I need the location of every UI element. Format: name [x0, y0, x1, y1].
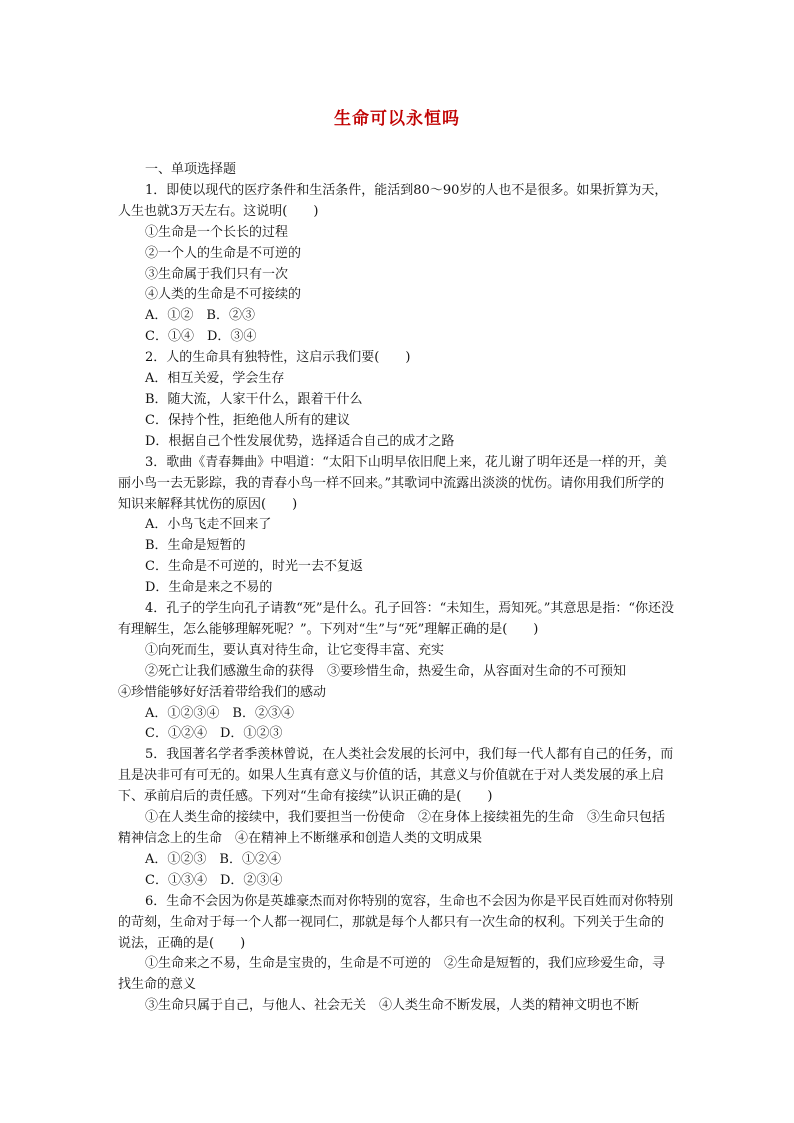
- q4-statement-4: ④珍惜能够好好活着带给我们的感动: [118, 684, 327, 700]
- question-4-stem: 4．孔子的学生向孔子请教“死”是什么。孔子回答：“未知生，焉知死。”其意思是指：“你还没有理解生，怎么能够理解死呢？”。下列对“生”与“死”理解正确的是( ): [118, 601, 675, 637]
- question-6-stem: 6．生命不会因为你是英雄豪杰而对你特别的宽容，生命也不会因为你是平民百姓而对你特别的苛刻，生命对于每一个人都一视同仁，那就是每个人都只有一次生命的权利。下列关于生命的说法，正确的是( ): [118, 893, 674, 951]
- section-heading: 一、单项选择题: [145, 162, 237, 177]
- q1-statement-2: ②一个人的生命是不可逆的: [145, 245, 302, 261]
- q2-option-d: D．根据自己个性发展优势，选择适合自己的成才之路: [145, 433, 455, 449]
- question-2-stem: 2．人的生命具有独特性，这启示我们要( ): [145, 350, 411, 366]
- q4-options-cd: C．①②④ D．①②③: [145, 726, 283, 742]
- question-list: [118, 160, 676, 1017]
- q4-statements-2-3: ②死亡让我们感激生命的获得 ③要珍惜生命，热爱生命，从容面对生命的不可预知: [145, 663, 627, 679]
- q5-statements: ①在人类生命的接续中，我们要担当一份使命 ②在身体上接续祖先的生命 ③生命只包括精神信念上的生命 ④在精神上不断继承和创造人类的文明成果: [118, 810, 666, 846]
- q4-statement-1: ①向死而生，要认真对待生命，让它变得丰富、充实: [145, 642, 445, 658]
- question-1-stem: 1．即使以现代的医疗条件和生活条件，能活到80～90岁的人也不是很多。如果折算为天，人生也就3万天左右。这说明( ): [118, 182, 668, 219]
- q1-options-cd: C．①④ D．③④: [145, 329, 257, 345]
- page-title: 生命可以永恒吗: [334, 109, 460, 129]
- q3-option-a: A．小鸟飞走不回来了: [145, 517, 272, 533]
- question-5-stem: 5．我国著名学者季羡林曾说，在人类社会发展的长河中，我们每一代人都有自己的任务，而且是决非可有可无的。如果人生真有意义与价值的话，其意义与价值就在于对人类发展的承上启下、承前启后的责任感。下列对“生命有接续”认识正确的是( ): [118, 747, 674, 805]
- q4-options-ab: A．①②③④ B．②③④: [145, 705, 294, 721]
- question-3-stem: 3．歌曲《青春舞曲》中唱道：“太阳下山明早依旧爬上来，花儿谢了明年还是一样的开，美丽小鸟一去无影踪，我的青春小鸟一样不回来。”其歌词中流露出淡淡的忧伤。请你用我们所学的知识来解释其忧伤的原因( ): [118, 454, 667, 512]
- q3-option-c: C．生命是不可逆的，时光一去不复返: [145, 559, 363, 575]
- q1-statement-4: ④人类的生命是不可接续的: [145, 287, 302, 303]
- q1-statement-1: ①生命是一个长长的过程: [145, 224, 289, 240]
- q6-statements-3-4: ③生命只属于自己，与他人、社会无关 ④人类生命不断发展，人类的精神文明也不断: [145, 998, 640, 1014]
- q3-option-b: B．生命是短暂的: [145, 538, 246, 554]
- q5-options-ab: A．①②③ B．①②④: [145, 851, 281, 867]
- q2-option-c: C．保持个性，拒绝他人所有的建议: [145, 412, 350, 428]
- q6-statements-1-2: ①生命来之不易，生命是宝贵的，生命是不可逆的 ②生命是短暂的，我们应珍爱生命，寻找生命的意义: [118, 956, 666, 993]
- q5-options-cd: C．①③④ D．②③④: [145, 872, 283, 888]
- q2-option-a: A．相互关爱，学会生存: [145, 371, 285, 387]
- q2-option-b: B．随大流，人家干什么，跟着干什么: [145, 391, 363, 407]
- q1-statement-3: ③生命属于我们只有一次: [145, 266, 289, 282]
- q1-options-ab: A．①② B．②③: [145, 308, 255, 324]
- q3-option-d: D．生命是来之不易的: [145, 580, 273, 596]
